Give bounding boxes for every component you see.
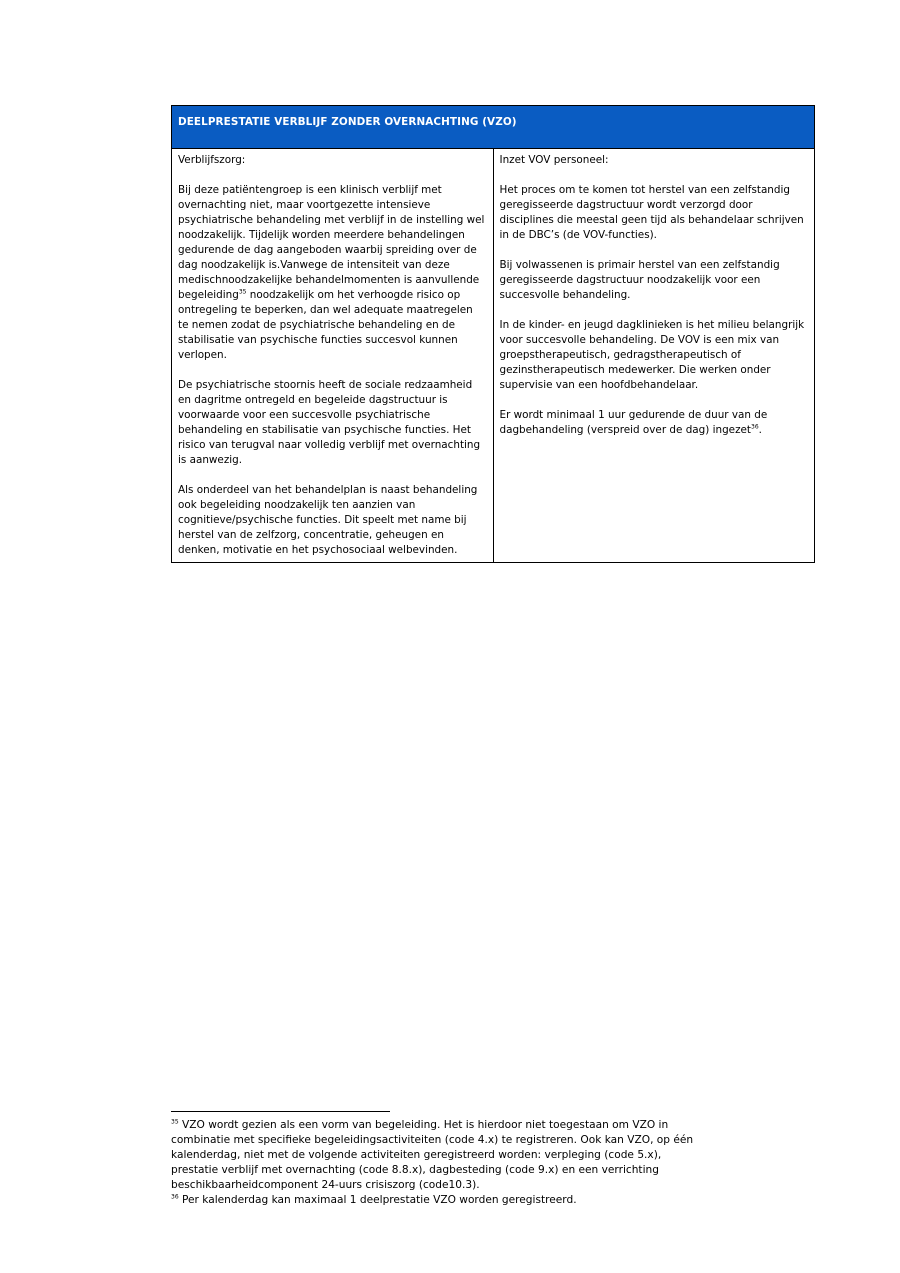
right-paragraph-2: Bij volwassenen is primair herstel van een zelfstandig geregisseerde dagstructuur noodzakelijk voor een succesvolle behandeling. [499,259,780,301]
vzo-table [171,105,815,563]
left-p1-text-continued: noodzakelijk om het verhoogde risico op ontregeling te beperken, dan wel adequate maatregelen te nemen zodat de psychiatrische behandeling en de stabilisatie van psychische functies succesvol kunnen verlopen. [178,289,473,361]
right-p4-text-end: . [758,424,762,436]
footnote-ref-35[interactable]: 35 [238,288,247,296]
right-paragraph-3: In de kinder- en jeugd dagklinieken is het milieu belangrijk voor succesvolle behandeling. De VOV is een mix van groepstherapeutisch, gedragstherapeutisch of gezinstherapeutisch medewerker. Die werken onder supervisie van een hoofdbehandelaar. [499,319,805,391]
table-header-title: DEELPRESTATIE VERBLIJF ZONDER OVERNACHTING (VZO) [178,116,517,128]
left-heading: Verblijfszorg: [178,154,246,166]
inzet-vov-cell [493,149,815,563]
footnote-ref-36[interactable]: 36 [751,423,759,431]
footnote-number: 36 [171,1193,179,1201]
right-paragraph-4 [500,408,809,438]
footnote-text: Per kalenderdag kan maximaal 1 deelprestatie VZO worden geregistreerd. [178,1194,577,1206]
footnotes [171,1118,701,1208]
footnote-number: 35 [171,1118,179,1126]
left-p1-text: Bij deze patiëntengroep is een klinisch verblijf met overnachting niet, maar voortgezette intensieve psychiatrische behandeling met verblijf in de instelling wel noodzakelijk. Tijdelijk worden meerdere behandelingen gedurende de dag aangeboden waarbij spreiding over de dag noodzakelijk is.Vanwege de intensiteit van deze medischnoodzakelijke behandelmomenten is aanvullende begeleiding [178,184,485,301]
verblijfszorg-cell [172,149,494,563]
left-paragraph-1 [178,183,487,363]
right-paragraph-1: Het proces om te komen tot herstel van een zelfstandig geregisseerde dagstructuur wordt verzorgd door disciplines die meestal geen tijd als behandelaar schrijven in de DBC’s (de VOV-functies). [499,184,804,241]
table-header [172,106,815,149]
footnote-35 [171,1118,701,1193]
left-paragraph-2: De psychiatrische stoornis heeft de sociale redzaamheid en dagritme ontregeld en begeleide dagstructuur is voorwaarde voor een succesvolle psychiatrische behandeling en stabilisatie van psychische functies. Het risico van terugval naar volledig verblijf met overnachting is aanwezig. [178,379,481,466]
right-p4-text: Er wordt minimaal 1 uur gedurende de duur van de dagbehandeling (verspreid over de dag) ingezet [499,409,768,436]
right-heading: Inzet VOV personeel: [499,154,609,166]
left-paragraph-3: Als onderdeel van het behandelplan is naast behandeling ook begeleiding noodzakelijk ten aanzien van cognitieve/psychische functies. Dit speelt met name bij herstel van de zelfzorg, concentratie, geheugen en denken, motivatie en het psychosociaal welbevinden. [178,484,478,556]
footnote-separator [171,1111,390,1112]
footnote-text: VZO wordt gezien als een vorm van begeleiding. Het is hierdoor niet toegestaan om VZO in combinatie met specifieke begeleidingsactiviteiten (code 4.x) te registreren. Ook kan VZO, op één kalenderdag, niet met de volgende activiteiten geregistreerd worden: verpleging (code 5.x), prestatie verblijf met overnachting (code 8.8.x), dagbesteding (code 9.x) en een verrichting beschikbaarheidcomponent 24-uurs crisiszorg (code10.3). [171,1119,694,1191]
footnote-36 [171,1193,701,1208]
